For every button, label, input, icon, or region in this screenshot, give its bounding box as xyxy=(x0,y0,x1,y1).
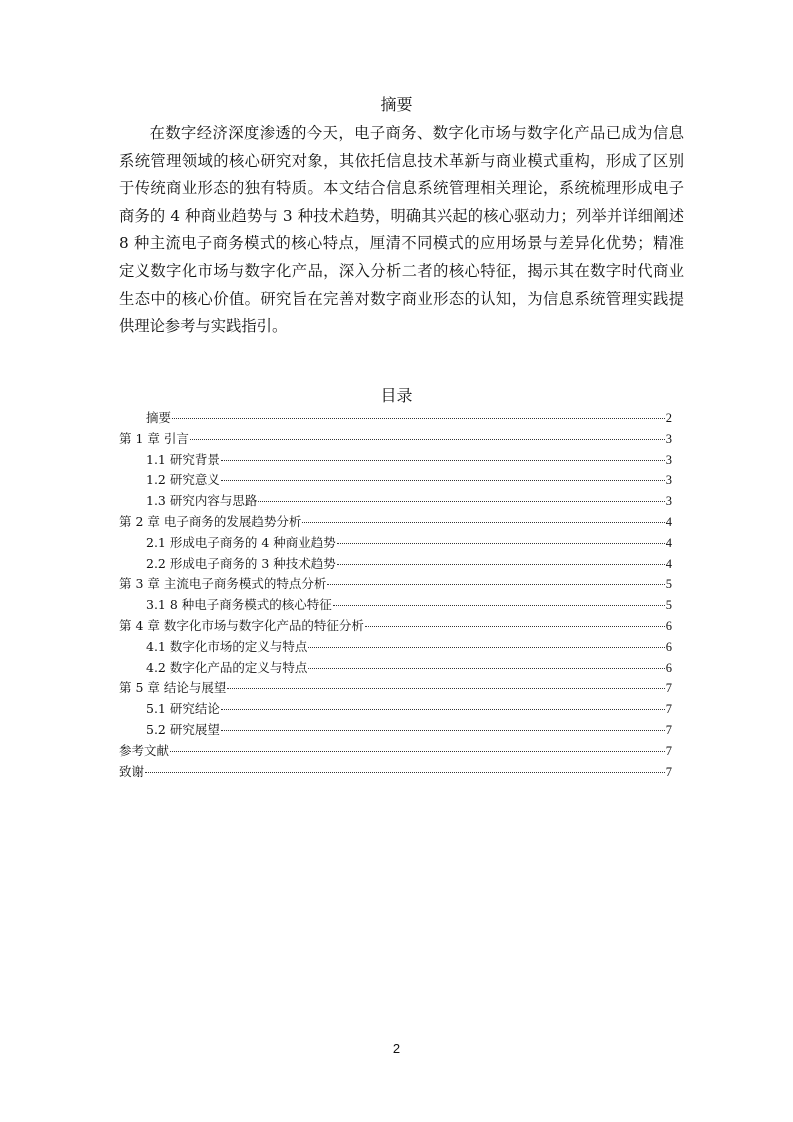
toc-leader-dots xyxy=(337,564,665,565)
toc-entry[interactable] xyxy=(119,512,672,533)
toc-entry[interactable] xyxy=(119,491,672,512)
abstract-body: 在数字经济深度渗透的今天，电子商务、数字化市场与数字化产品已成为信息系统管理领域的核心研究对象，其依托信息技术革新与商业模式重构，形成了区别于传统商业形态的独有特质。本文结合信息系统管理相关理论，系统梳理形成电子商务的 4 种商业趋势与 3 种技术趋势，明确其兴起的核心驱动力；列举并详细阐述 8 种主流电子商务模式的核心特点，厘清不同模式的应用场景与差异化优势；精准定义数字化市场与数字化产品，深入分析二者的核心特征，揭示其在数字时代商业生态中的核心价值。研究旨在完善对数字商业形态的认知，为信息系统管理实践提供理论参考与实践指引。 xyxy=(119,124,684,336)
toc-leader-dots xyxy=(365,626,665,627)
toc-title: 目录 xyxy=(380,386,413,405)
toc-entry[interactable] xyxy=(119,554,672,575)
toc-entry[interactable] xyxy=(119,595,672,616)
toc-entry-page: 7 xyxy=(665,743,672,758)
toc-entry-label: 摘要 xyxy=(146,410,172,425)
toc-entry-page: 2 xyxy=(665,411,672,425)
toc-leader-dots xyxy=(258,501,664,502)
toc-leader-dots xyxy=(227,688,664,689)
toc-leader-dots xyxy=(337,543,665,544)
toc-entry-label: 致谢 xyxy=(119,763,145,779)
toc-entry-page: 3 xyxy=(665,431,672,446)
toc-leader-dots xyxy=(302,522,664,523)
toc-entry[interactable] xyxy=(119,741,672,762)
toc-entry[interactable] xyxy=(119,720,672,741)
toc-leader-dots xyxy=(327,584,664,585)
toc-entry-label: 2.1 形成电子商务的 4 种商业趋势 xyxy=(146,534,336,550)
toc-leader-dots xyxy=(221,460,665,461)
toc-entry-label: 第 3 章 主流电子商务模式的特点分析 xyxy=(119,576,327,592)
toc-leader-dots xyxy=(333,605,665,606)
toc-entry-label: 1.3 研究内容与思路 xyxy=(146,493,258,509)
toc-entry-page: 3 xyxy=(665,494,672,509)
toc-entry[interactable] xyxy=(119,429,672,450)
toc-entry-label: 2.2 形成电子商务的 3 种技术趋势 xyxy=(146,555,336,571)
toc-entry[interactable] xyxy=(119,762,672,783)
toc-entry-page: 7 xyxy=(665,764,672,779)
toc-leader-dots xyxy=(221,709,665,710)
page-number: 2 xyxy=(392,1041,401,1056)
toc-entry-label: 第 1 章 引言 xyxy=(119,430,189,446)
toc-entry-page: 4 xyxy=(665,556,672,571)
toc-entry-page: 7 xyxy=(665,681,672,696)
abstract-title: 摘要 xyxy=(380,95,413,114)
toc-entry-label: 4.2 数字化产品的定义与特点 xyxy=(146,659,308,675)
toc-leader-dots xyxy=(190,439,665,440)
toc-entry-page: 3 xyxy=(665,473,672,488)
toc-entry-label: 第 4 章 数字化市场与数字化产品的特征分析 xyxy=(119,617,364,633)
toc-entry-label: 第 2 章 电子商务的发展趋势分析 xyxy=(119,513,302,529)
toc-entry[interactable] xyxy=(119,408,672,429)
toc-leader-dots xyxy=(308,668,664,669)
toc-entry-label: 4.1 数字化市场的定义与特点 xyxy=(146,638,308,654)
toc-entry-page: 7 xyxy=(665,722,672,737)
toc-entry-page: 6 xyxy=(665,618,672,633)
toc-leader-dots xyxy=(170,751,665,752)
toc-entry-page: 5 xyxy=(665,598,672,613)
toc-entry[interactable] xyxy=(119,450,672,471)
toc-entry-label: 1.1 研究背景 xyxy=(146,451,220,467)
toc-leader-dots xyxy=(221,480,665,481)
toc-entry[interactable] xyxy=(119,637,672,658)
toc-entry[interactable] xyxy=(119,678,672,699)
toc-leader-dots xyxy=(221,730,665,731)
toc-entry-page: 4 xyxy=(665,514,672,529)
toc-entry-page: 7 xyxy=(665,702,672,717)
toc-leader-dots xyxy=(145,772,665,773)
toc-entry-page: 3 xyxy=(665,452,672,467)
toc-entry[interactable] xyxy=(119,658,672,679)
toc-entry-label: 1.2 研究意义 xyxy=(146,472,220,488)
toc-entry-label: 5.2 研究展望 xyxy=(146,721,220,737)
toc-entry-label: 参考文献 xyxy=(119,742,170,758)
toc-entry[interactable] xyxy=(119,574,672,595)
toc-entry[interactable] xyxy=(119,616,672,637)
toc-entry[interactable] xyxy=(119,470,672,491)
toc-entry[interactable] xyxy=(119,533,672,554)
toc-entry-label: 3.1 8 种电子商务模式的核心特征 xyxy=(146,597,332,613)
toc-leader-dots xyxy=(308,647,664,648)
toc-entry-page: 4 xyxy=(665,535,672,550)
table-of-contents xyxy=(119,408,672,782)
toc-leader-dots xyxy=(172,418,665,419)
toc-entry-page: 6 xyxy=(665,660,672,675)
toc-entry-page: 6 xyxy=(665,639,672,654)
toc-entry-label: 第 5 章 结论与展望 xyxy=(119,680,227,696)
toc-entry[interactable] xyxy=(119,699,672,720)
toc-entry-page: 5 xyxy=(665,577,672,592)
toc-entry-label: 5.1 研究结论 xyxy=(146,701,220,717)
